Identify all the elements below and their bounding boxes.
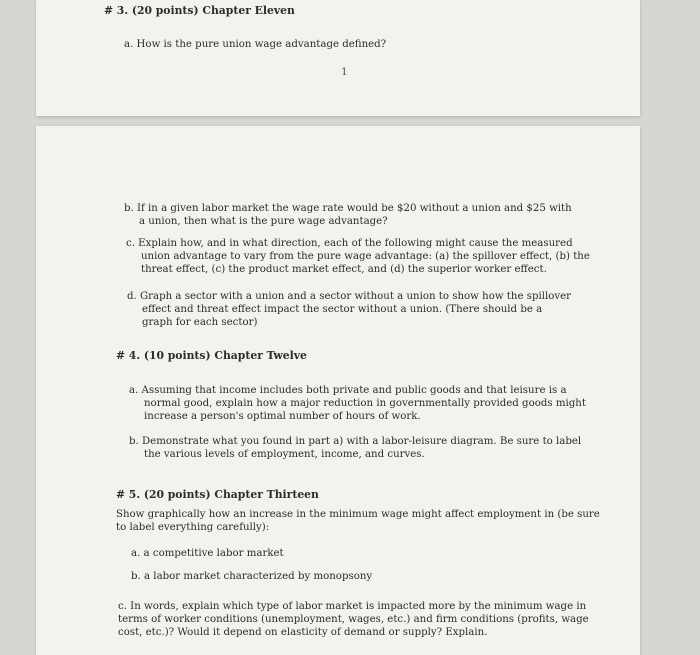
- question-3-header: # 3. (20 points) Chapter Eleven: [104, 4, 295, 17]
- question-4-header: # 4. (10 points) Chapter Twelve: [116, 349, 307, 362]
- question-3d-line-1: d. Graph a sector with a union and a sector without a union to show how the spillover: [127, 291, 572, 302]
- document-page-bottom: [36, 126, 640, 655]
- question-3d-line-2: effect and threat effect impact the sector without a union. (There should be a: [142, 304, 543, 315]
- question-3c-line-3: threat effect, (c) the product market effect, and (d) the superior worker effect.: [141, 264, 547, 275]
- question-4a-line-1: a. Assuming that income includes both private and public goods and that leisure is a: [129, 385, 567, 396]
- question-4a-line-2: normal good, explain how a major reduction in governmentally provided goods might: [144, 398, 586, 409]
- question-5b-text: b. a labor market characterized by monopsony: [131, 571, 373, 582]
- question-5-intro-line-2: to label everything carefully):: [116, 522, 270, 533]
- question-5a-text: a. a competitive labor market: [131, 548, 284, 559]
- question-3c-line-1: c. Explain how, and in what direction, each of the following might cause the measured: [126, 238, 573, 249]
- question-3b-line-2: a union, then what is the pure wage advantage?: [139, 216, 388, 227]
- question-3d-line-3: graph for each sector): [142, 317, 258, 328]
- document-page-top: [36, 0, 640, 116]
- question-4a-line-3: increase a person's optimal number of hours of work.: [144, 411, 421, 422]
- question-5c-line-3: cost, etc.)? Would it depend on elasticity of demand or supply? Explain.: [118, 627, 488, 638]
- question-4b-line-1: b. Demonstrate what you found in part a) with a labor-leisure diagram. Be sure to label: [129, 436, 582, 447]
- question-3b-line-1: b. If in a given labor market the wage rate would be $20 without a union and $25 with: [124, 203, 572, 214]
- question-4b-line-2: the various levels of employment, income, and curves.: [144, 449, 425, 460]
- question-5c-line-1: c. In words, explain which type of labor market is impacted more by the minimum wage in: [118, 601, 587, 612]
- question-3c-line-2: union advantage to vary from the pure wage advantage: (a) the spillover effect, (b) the: [141, 251, 590, 262]
- question-5-header: # 5. (20 points) Chapter Thirteen: [116, 488, 319, 501]
- question-3a-text: a. How is the pure union wage advantage defined?: [124, 39, 387, 50]
- page-number: 1: [341, 66, 348, 78]
- question-5c-line-2: terms of worker conditions (unemployment, wages, etc.) and firm conditions (profits, wage: [118, 614, 589, 625]
- question-5-intro-line-1: Show graphically how an increase in the minimum wage might affect employment in (be sure: [116, 509, 600, 520]
